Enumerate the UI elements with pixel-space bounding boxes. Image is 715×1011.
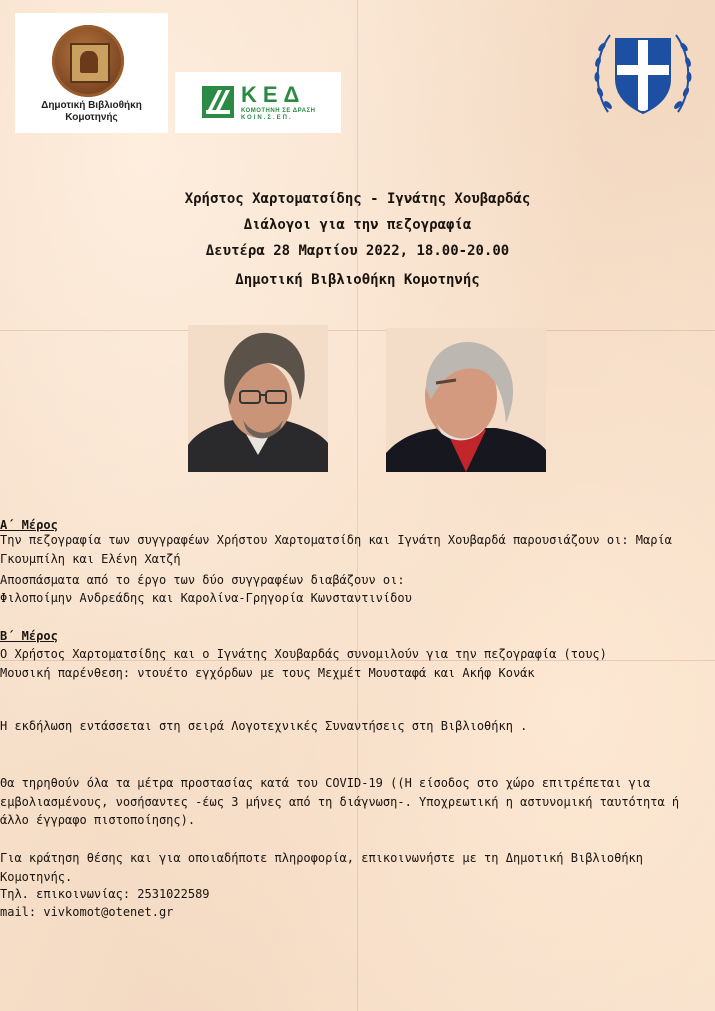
kea-logo (175, 72, 341, 133)
event-title: Διάλογοι για την πεζογραφία (243, 217, 472, 233)
part-a-heading: Α΄ Μέρος (0, 518, 58, 532)
series-note: Η εκδήλωση εντάσσεται στη σειρά Λογοτεχνικές Συναντήσεις στη Βιβλιοθήκη . (0, 719, 528, 733)
kea-subtitle-2: ΚΟΙΝ.Σ.ΕΠ. (241, 115, 293, 121)
library-logo (15, 13, 168, 133)
covid-note: Θα τηρηθούν όλα τα μέτρα προστασίας κατά του COVID-19 ((Η είσοδος στο χώρο επιτρέπεται για εμβολιασμένους, νοσήσαντες -έως 3 μήνες από τη διάγνωση-. Υποχρεωτική η αστυνομική ταυτότητα ή άλλο έγγραφο πιστοποίησης). (0, 776, 680, 827)
contact-phone: Τηλ. επικοινωνίας: 2531022589 (0, 887, 210, 901)
part-a-presenters: Την πεζογραφία των συγγραφέων Χρήστου Χαρτοματσίδη και Ιγνάτη Χουβαρδά παρουσιάζουν οι: Μαρία Γκουμπίλη και Ελένη Χατζή (0, 533, 672, 566)
greek-state-emblem-icon (588, 17, 698, 127)
event-venue: Δημοτική Βιβλιοθήκη Κομοτηνής (235, 272, 480, 288)
event-date: Δευτέρα 28 Μαρτίου 2022, 18.00-20.00 (205, 243, 510, 259)
portrait-photo-hartomatsidis (188, 325, 328, 472)
event-speakers: Χρήστος Χαρτοματσίδης - Ιγνάτης Χουβαρδάς (184, 191, 531, 207)
library-name-line1: Δημοτική Βιβλιοθήκη (41, 100, 142, 111)
contact-note: Για κράτηση θέσης και για οποιαδήποτε πληροφορία, επικοινωνήστε με τη Δημοτική Βιβλιοθήκη Κομοτηνής. (0, 851, 643, 884)
part-a-readers: Φιλοποίμην Ανδρεάδης και Καρολίνα-Γρηγορία Κωνσταντινίδου (0, 591, 412, 605)
part-a-readers-intro: Αποσπάσματα από το έργο των δύο συγγραφέων διαβάζουν οι: (0, 573, 405, 587)
library-logo-name (15, 100, 168, 124)
part-b-music: Μουσική παρένθεση: ντουέτο εγχόρδων με τους Μεχμέτ Μουσταφά και Ακήφ Κονάκ (0, 666, 535, 680)
kea-subtitle: ΚΟΜΟΤΗΝΗ ΣΕ ΔΡΑΣΗ (241, 108, 316, 114)
kea-mark-icon (202, 86, 234, 118)
contact-mail: mail: vivkomot@otenet.gr (0, 905, 174, 919)
portrait-photo-houvardas (386, 328, 546, 472)
part-b-heading: Β΄ Μέρος (0, 629, 58, 643)
library-name-line2: Κομοτηνής (65, 112, 118, 123)
kea-title: ΚΕΔ (241, 82, 306, 107)
library-seal-icon (52, 25, 124, 97)
part-b-dialogue: Ο Χρήστος Χαρτοματσίδης και ο Ιγνάτης Χουβαρδάς συνομιλούν για την πεζογραφία (τους) (0, 647, 607, 661)
